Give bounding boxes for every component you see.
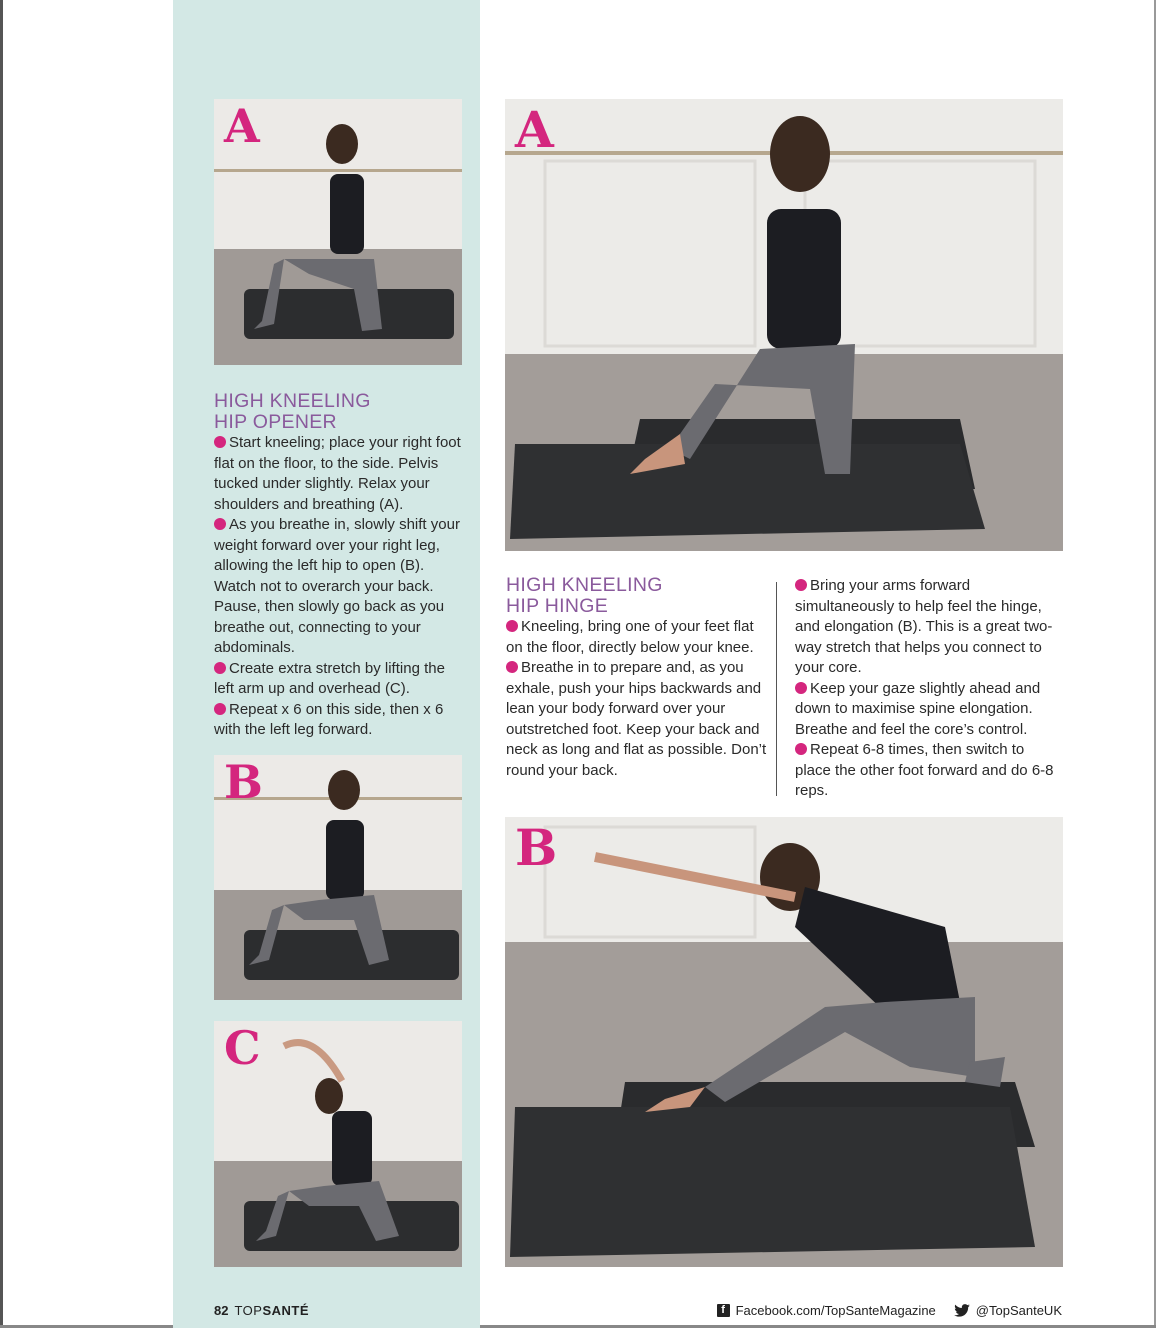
main-heading-line1: HIGH KNEELING [506,574,663,596]
page-footer-right [717,1303,1062,1318]
page-edge-left [0,0,3,1328]
facebook-link[interactable]: Facebook.com/TopSanteMagazine [735,1303,936,1318]
bullet-icon [506,620,518,632]
sidebar-photo-b-letter: B [224,755,263,809]
main-heading-line2: HIP HINGE [506,595,609,617]
bullet-icon [795,743,807,755]
main-paragraph: Repeat 6-8 times, then switch to place the other foot forward and do 6-8 reps. [795,741,1054,799]
sidebar-paragraph: Repeat x 6 on this side, then x 6 with the left leg forward. [214,700,444,738]
main-photo-b [505,817,1063,1267]
sidebar-heading [214,391,371,433]
bullet-icon [214,662,226,674]
sidebar-body [214,433,464,741]
main-photo-a-image [505,99,1063,551]
sidebar-heading-line2: HIP OPENER [214,411,337,433]
bullet-icon [214,518,226,530]
twitter-handle[interactable]: @TopSanteUK [975,1303,1062,1318]
brand-logo-sante: SANTÉ [262,1303,310,1318]
sidebar-heading-line1: HIGH KNEELING [214,390,371,412]
bullet-icon [795,579,807,591]
bullet-icon [214,703,226,715]
page-footer-left [214,1303,309,1318]
page-number: 82 [214,1303,229,1318]
facebook-icon: f [717,1304,730,1317]
main-heading [506,575,663,617]
sidebar-photo-a-letter: A [224,99,260,153]
sidebar-photo-c-letter: C [224,1021,261,1075]
main-photo-a [505,99,1063,551]
sidebar-paragraph: Create extra stretch by lifting the left arm up and overhead (C). [214,659,445,697]
main-photo-b-letter: B [515,818,558,877]
sidebar-photo-c [214,1021,462,1267]
sidebar-paragraph: As you breathe in, slowly shift your weight forward over your right leg, allowing the left hip to open (B). Watch not to overarch your back. Pause, then slowly go back as you breathe out, connecting to your abdominals. [214,516,460,656]
sidebar-photo-a [214,99,462,365]
main-body-col2 [795,576,1063,802]
main-paragraph: Bring your arms forward simultaneously to help feel the hinge, and elongation (B). This is a great two-way stretch that helps you connect to your core. [795,577,1053,676]
main-photo-b-image [505,817,1063,1267]
main-body-col1 [506,617,768,781]
sidebar-paragraph: Start kneeling; place your right foot flat on the floor, to the side. Pelvis tucked under slightly. Relax your shoulders and breathing (A). [214,434,461,513]
main-paragraph: Keep your gaze slightly ahead and down to maximise spine elongation. Breathe and feel the core’s control. [795,679,1041,738]
column-divider [776,582,777,796]
twitter-icon [954,1304,970,1317]
main-paragraph: Kneeling, bring one of your feet flat on the floor, directly below your knee. [506,618,754,656]
bullet-icon [214,436,226,448]
bullet-icon [795,682,807,694]
main-photo-a-letter: A [515,100,554,159]
main-paragraph: Breathe in to prepare and, as you exhale, push your hips backwards and lean your body forward over your outstretched foot. Keep your back and neck as long and flat as possible. Don’t round your back. [506,659,767,779]
brand-logo-top: TOP [234,1303,263,1318]
bullet-icon [506,661,518,673]
sidebar-photo-b [214,755,462,1000]
